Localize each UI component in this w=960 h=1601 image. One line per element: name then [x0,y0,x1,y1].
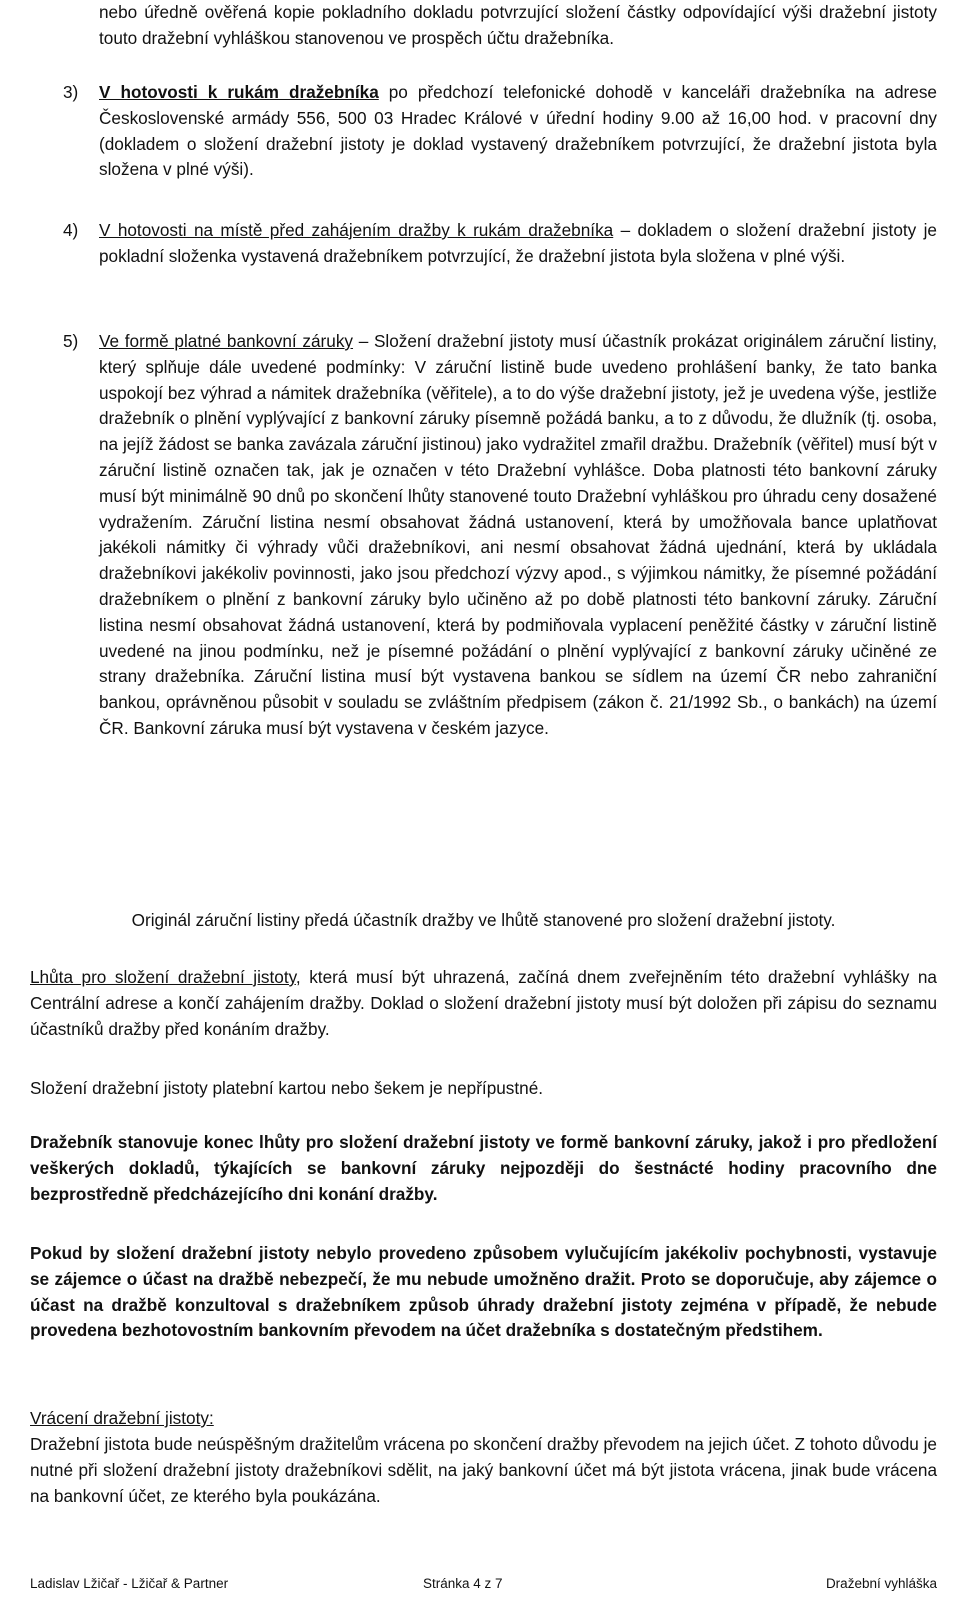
card-note: Složení dražební jistoty platební kartou nebo šekem je nepřípustné. [30,1078,544,1098]
item-4-paragraph [99,218,937,270]
footer-page-number: Stránka 4 z 7 [423,1576,503,1591]
deadline-text: , která musí být uhrazená, začíná dnem zveřejněním této dražební vyhlášky na Centrální adrese a končí zahájením dražby. Doklad o složení dražební jistoty musí být doložen při zápisu do seznamu účastníků dražby před konáním dražby. [30,967,937,1039]
item-3-text: po předchozí telefonické dohodě v kanceláři dražebníka na adrese Československé armády 556, 500 03 Hradec Králové v úřední hodiny 9.00 až 16,00 hod. v pracovní dny (dokladem o složení dražební jistoty je doklad vystavený dražebníkem potvrzující, že dražební jistota byla složena v plné výši). [99,82,937,180]
refund-text: Dražební jistota bude neúspěšným dražitelům vrácena po skončení dražby převodem na jejich účet. Z tohoto důvodu je nutné při složení dražební jistoty dražebníkovi sdělit, na jaký bankovní účet má být jistota vrácena, jinak bude vrácena na bankovní účet, ze kterého byla poukázána. [30,1434,937,1506]
refund-heading: Vrácení dražební jistoty: [30,1408,214,1428]
footer-document-title: Dražební vyhláška [825,1576,937,1591]
bold-paragraph-2: Pokud by složení dražební jistoty nebylo provedeno způsobem vylučujícím jakékoliv pochybnosti, vystavuje se zájemce o účast na dražbě nebezpečí, že mu nebude umožněno dražit. Proto se doporučuje, aby zájemce o účast na dražbě konzultoval s dražebníkem způsob úhrady dražební jistoty zejména v případě, že nebude provedena bezhotovostním bankovním převodem na účet dražebníka s dostatečným předstihem. [30,1243,937,1341]
item-5-number: 5) [63,331,79,351]
item-5-paragraph [99,329,937,742]
deadline-lead: Lhůta pro složení dražební jistoty [30,967,296,987]
item-3-number: 3) [63,82,79,102]
footer-author: Ladislav Lžičař - Lžičař & Partner [30,1576,229,1591]
bold-paragraph-1: Dražebník stanovuje konec lhůty pro složení dražební jistoty ve formě bankovní záruky, jakož i pro předložení veškerých dokladů, týkajících se bankovní záruky nejpozději do šestnácté hodiny pracovního dne bezprostředně předcházejícího dni konání dražby. [30,1132,937,1204]
item-3-paragraph [99,80,937,183]
original-note: Originál záruční listiny předá účastník dražby ve lhůtě stanovené pro složení dražební jistoty. [131,910,836,930]
deadline-paragraph [30,965,937,1042]
item-3-lead: V hotovosti k rukám dražebníka [99,82,379,102]
item-4-text: – dokladem o složení dražební jistoty je pokladní složenka vystavená dražebníkem potvrzující, že dražební jistota byla složena v plné výši. [99,220,937,266]
item-4-number: 4) [63,220,79,240]
item-5-lead: Ve formě platné bankovní záruky [99,331,354,351]
item-4-lead: V hotovosti na místě před zahájením dražby k rukám dražebníka [99,220,614,240]
continued-paragraph: nebo úředně ověřená kopie pokladního dokladu potvrzující složení částky odpovídající výši dražební jistoty touto dražební vyhláškou stanovenou ve prospěch účtu dražebníka. [99,2,937,48]
item-5-text: – Složení dražební jistoty musí účastník prokázat originálem záruční listiny, který splňuje dále uvedené podmínky: V záruční listině bude uvedeno prohlášení banky, že tato banka uspokojí bez výhrad a námitek dražebníka (věřitele), a to do výše dražební jistoty, jež je uvedena výše, jestliže dražebník o plnění vyplývající z bankovní záruky písemně požádá banku, a to z důvodu, že dlužník (tj. osoba, na jejíž žádost se banka zavázala záruční jistinou) jako vydražitel zmařil dražbu. Dražebník (věřitel) musí být v záruční listině označen tak, jak je označen v této Dražební vyhlášce. Doba platnosti této bankovní záruky musí být minimálně 90 dnů po skončení lhůty stanovené touto Dražební vyhláškou pro úhradu ceny dosažené vydražením. Záruční listina nesmí obsahovat žádná ustanovení, která by umožňovala bance uplatňovat jakékoli námitky či výhrady vůči dražebníkovi, ani nesmí obsahovat žádná ujednání, která by ukládala dražebníkovi jakékoliv povinnosti, jako jsou předchozí výzvy apod., s výjimkou námitky, že písemné požádání dražebníkem o plnění z bankovní záruky bylo učiněno až po době platnosti této bankovní záruky. Záruční listina nesmí obsahovat žádná ustanovení, která by podmiňovala vyplacení peněžité částky v záruční listině uvedené na jinou podmínku, než je písemné požádání o plnění vyplývající z bankovní záruky učiněné ze strany dražebníka. Záruční listina musí být vystavena bankou se sídlem na území ČR nebo zahraniční bankou, oprávněnou působit v souladu se zvláštním předpisem (zákon č. 21/1992 Sb., o bankách) na území ČR. Bankovní záruka musí být vystavena v českém jazyce. [99,331,937,738]
